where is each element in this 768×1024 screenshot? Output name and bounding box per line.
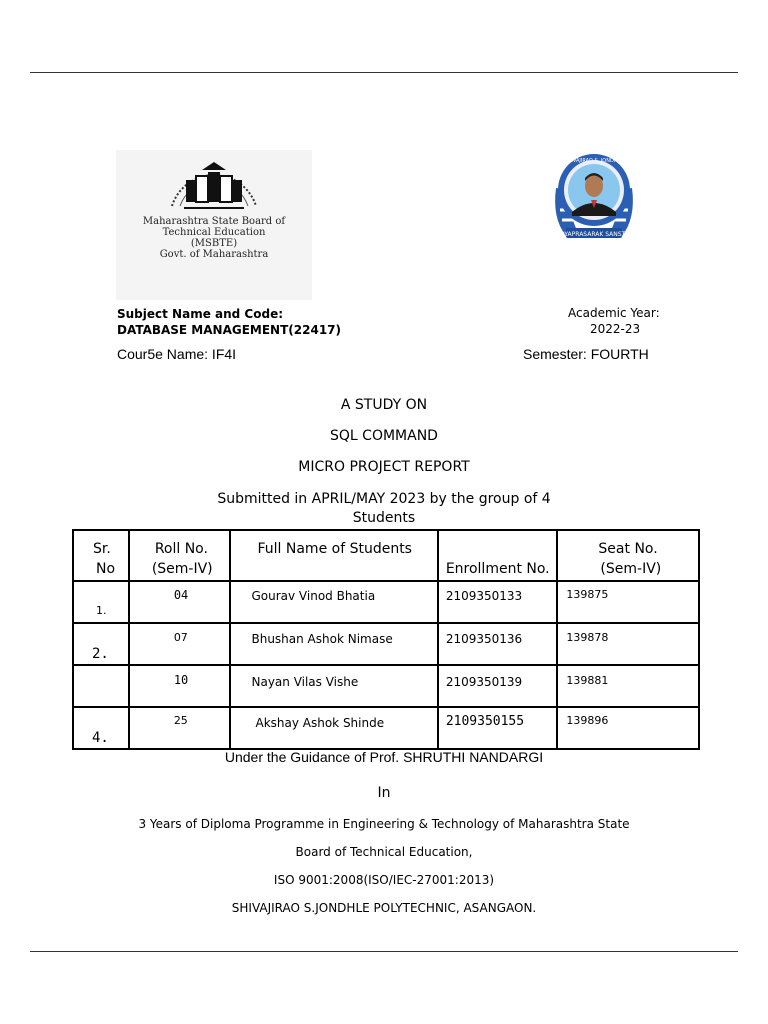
title-submitted-1: Submitted in APRIL/MAY 2023 by the group of 4 — [217, 491, 551, 507]
subject-value: DATABASE MANAGEMENT(22417) — [117, 323, 341, 337]
header-name-label: Full Name of Students — [257, 541, 412, 557]
top-divider — [30, 72, 738, 73]
header-roll-line1: Roll No. — [154, 541, 208, 557]
row3-seat: 139881 — [566, 674, 609, 687]
row4-roll: 25 — [173, 714, 188, 727]
row2-sr: 2. — [92, 646, 109, 662]
row2-name: Bhushan Ashok Nimase — [251, 632, 393, 646]
header-roll-line2: (Sem-IV) — [151, 561, 213, 577]
college-logo — [552, 148, 636, 244]
msbte-line-2: Technical Education — [162, 227, 266, 238]
table-row — [73, 707, 699, 749]
row3-name: Nayan Vilas Vishe — [251, 675, 359, 689]
header-sr — [73, 530, 129, 581]
table-row — [73, 623, 699, 665]
header-sr-line2: No — [96, 561, 116, 577]
college-banner-text: VIDYAPRASARAK SANSTHA — [554, 231, 634, 238]
header-seat-line2: (Sem-IV) — [600, 561, 662, 577]
header-sr-line1: Sr. — [93, 541, 111, 557]
guidance: Under the Guidance of Prof. SHRUTHI NANDARGI — [224, 749, 544, 765]
header-seat — [557, 530, 699, 581]
row2-enroll: 2109350136 — [445, 632, 523, 646]
row1-name: Gourav Vinod Bhatia — [251, 589, 376, 603]
course-name: Cour5e Name: IF4I — [117, 346, 237, 362]
msbte-line-4: Govt. of Maharashtra — [159, 249, 269, 260]
header-name — [230, 530, 437, 581]
subject-label: Subject Name and Code: — [117, 307, 284, 321]
row4-sr: 4. — [92, 730, 109, 746]
header-enroll — [438, 530, 558, 581]
in-label: In — [377, 785, 391, 801]
academic-year-value: 2022-23 — [590, 322, 641, 336]
row4-seat: 139896 — [566, 714, 609, 727]
semester: Semester: FOURTH — [523, 346, 649, 362]
header-enroll-label: Enrollment No. — [445, 561, 550, 577]
row1-roll: 04 — [173, 588, 189, 602]
row3-enroll: 2109350139 — [445, 675, 523, 689]
row1-seat: 139875 — [566, 588, 609, 601]
row3-roll: 10 — [173, 673, 189, 687]
row2-roll: 07 — [173, 631, 188, 644]
row1-enroll: 2109350133 — [445, 589, 523, 603]
msbte-emblem-icon — [164, 156, 264, 220]
footer-line-4: SHIVAJIRAO S.JONDHLE POLYTECHNIC, ASANGAON. — [231, 901, 537, 915]
row4-enroll: 2109350155 — [445, 714, 525, 729]
table-header-row — [73, 530, 699, 581]
bottom-divider — [30, 951, 738, 952]
footer-line-3: ISO 9001:2008(ISO/IEC-27001:2013) — [273, 873, 495, 887]
table-row — [73, 665, 699, 707]
row1-sr: 1. — [96, 604, 107, 617]
row2-seat: 139878 — [566, 631, 609, 644]
title-topic: SQL COMMAND — [330, 428, 438, 444]
footer-line-1: 3 Years of Diploma Programme in Engineering & Technology of Maharashtra State — [138, 817, 630, 831]
msbte-line-1: Maharashtra State Board of — [142, 216, 286, 227]
table-row — [73, 581, 699, 623]
college-ring-text: SHIVAJIRAO S. JONDHLE — [564, 158, 624, 164]
title-study: A STUDY ON — [340, 397, 428, 413]
title-submitted-2: Students — [352, 510, 416, 526]
msbte-line-3: (MSBTE) — [190, 238, 238, 249]
msbte-logo — [116, 150, 312, 300]
title-report: MICRO PROJECT REPORT — [298, 459, 470, 475]
header-seat-line1: Seat No. — [598, 541, 658, 557]
row4-name: Akshay Ashok Shinde — [255, 716, 385, 730]
header-roll — [129, 530, 231, 581]
academic-year-label: Academic Year: — [568, 306, 660, 320]
students-table — [72, 529, 700, 750]
footer-line-2: Board of Technical Education, — [295, 845, 473, 859]
